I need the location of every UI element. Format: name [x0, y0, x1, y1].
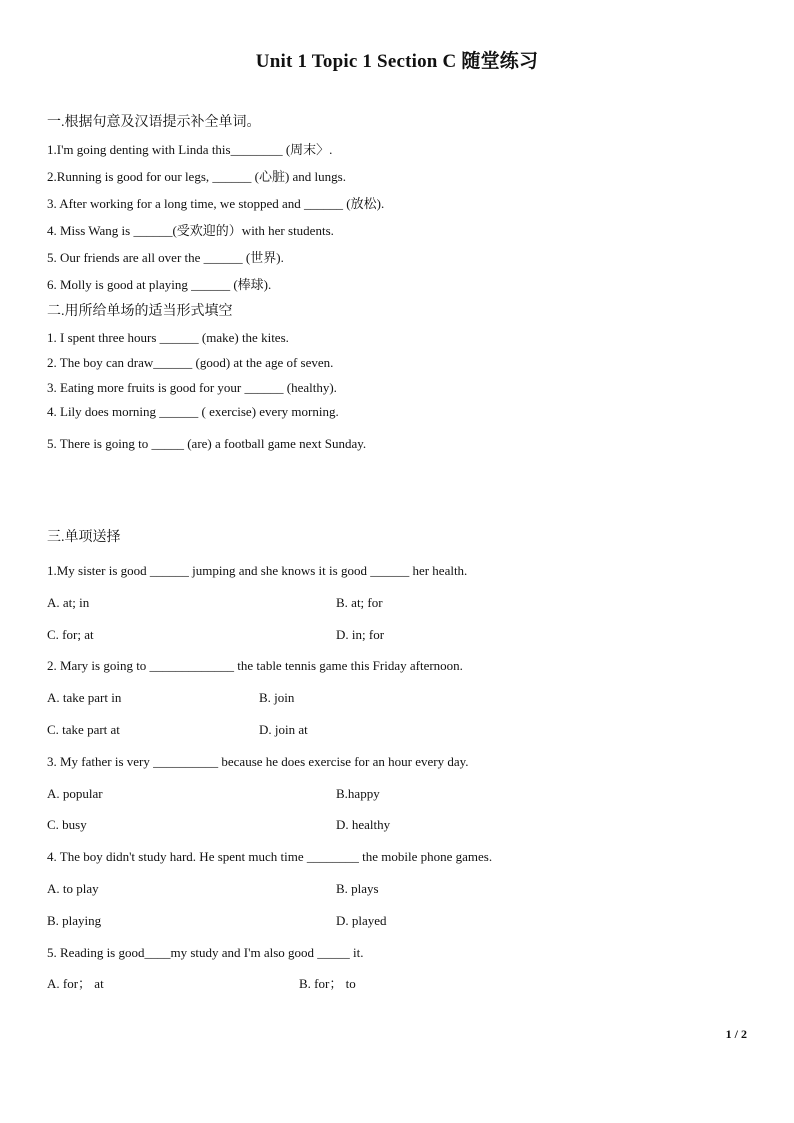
section-1-item: 5. Our friends are all over the ______ (世界). [47, 250, 284, 265]
section-1-item: 4. Miss Wang is ______(受欢迎的）with her students. [47, 223, 334, 238]
page-title: Unit 1 Topic 1 Section C 随堂练习 [255, 51, 539, 72]
section-2-heading: 二.用所给单场的适当形式填空 [47, 304, 233, 319]
option-b: B. plays [336, 881, 379, 896]
question-stem: 3. My father is very __________ because he does exercise for an hour every day. [47, 754, 469, 769]
section-2-item: 1. I spent three hours ______ (make) the kites. [47, 330, 289, 345]
option-b: B. at; for [336, 595, 383, 610]
option-b: B. for； to [299, 976, 356, 991]
option-a: A. at; in [47, 595, 90, 610]
option-b: B. join [259, 690, 295, 705]
option-a: A. take part in [47, 690, 122, 705]
section-1-item: 6. Molly is good at playing ______ (棒球). [47, 277, 272, 292]
question-stem: 1.My sister is good ______ jumping and she knows it is good ______ her health. [47, 563, 468, 578]
section-1-item: 3. After working for a long time, we stopped and ______ (放松). [47, 196, 385, 211]
question-stem: 5. Reading is good____my study and I'm also good _____ it. [47, 945, 364, 960]
option-d: D. join at [259, 722, 308, 737]
section-2-item: 4. Lily does morning ______ ( exercise) every morning. [47, 404, 339, 419]
option-a: A. for； at [47, 976, 104, 991]
option-c: C. busy [47, 817, 87, 832]
option-c: C. for; at [47, 627, 94, 642]
section-1-heading: 一.根据句意及汉语提示补全单词。 [47, 115, 261, 130]
option-c: B. playing [47, 913, 102, 928]
question-stem: 2. Mary is going to _____________ the table tennis game this Friday afternoon. [47, 658, 463, 673]
question-stem: 4. The boy didn't study hard. He spent much time ________ the mobile phone games. [47, 849, 493, 864]
option-d: D. healthy [336, 817, 391, 832]
section-3-heading: 三.单项送择 [47, 530, 121, 545]
section-1-item: 2.Running is good for our legs, ______ (心脏) and lungs. [47, 169, 346, 184]
option-c: C. take part at [47, 722, 120, 737]
section-2-item: 5. There is going to _____ (are) a football game next Sunday. [47, 436, 367, 451]
section-1-item: 1.I'm going denting with Linda this________ (周末〉. [47, 142, 333, 157]
option-b: B.happy [336, 786, 380, 801]
option-a: A. popular [47, 786, 103, 801]
option-d: D. played [336, 913, 387, 928]
option-a: A. to play [47, 881, 99, 896]
option-d: D. in; for [336, 627, 385, 642]
page-number: 1 / 2 [725, 1027, 747, 1041]
section-2-item: 3. Eating more fruits is good for your ______ (healthy). [47, 380, 337, 395]
section-2-item: 2. The boy can draw______ (good) at the age of seven. [47, 355, 334, 370]
